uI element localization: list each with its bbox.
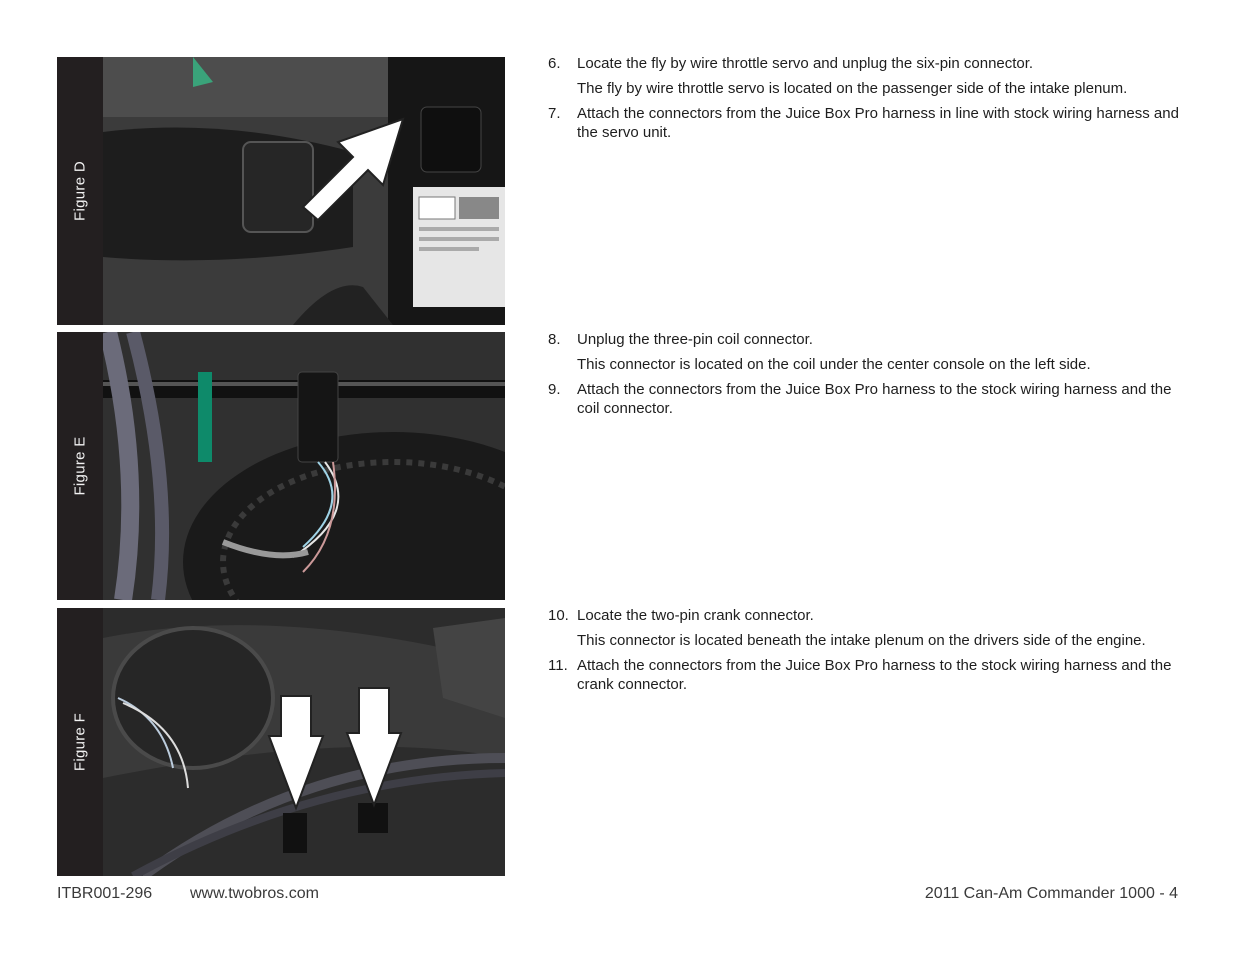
step-text: Attach the connectors from the Juice Box Pro harness to the stock wiring harness and the crank connector.: [577, 657, 1172, 693]
step-7: [548, 104, 1188, 142]
figure-f-tab: [57, 608, 103, 876]
footer-doc-id: ITBR001-296: [57, 885, 153, 902]
step-10: [548, 606, 1188, 625]
step-text: Locate the fly by wire throttle servo and unplug the six-pin connector.: [577, 55, 1034, 72]
steps-group-2: [548, 330, 1188, 424]
step-text: Unplug the three-pin coil connector.: [577, 331, 813, 348]
figure-d-photo: [103, 57, 505, 325]
figure-e-tab: [57, 332, 103, 600]
step-11: [548, 656, 1188, 694]
step-note: This connector is located beneath the intake plenum on the drivers side of the engine.: [577, 632, 1146, 649]
step-9: [548, 380, 1188, 418]
figure-e-photo: [103, 332, 505, 600]
steps-group-1: [548, 54, 1188, 148]
step-text: Attach the connectors from the Juice Box Pro harness to the stock wiring harness and the coil connector.: [577, 381, 1172, 417]
step-text: Attach the connectors from the Juice Box Pro harness in line with stock wiring harness and the servo unit.: [577, 105, 1179, 141]
step-note: This connector is located on the coil under the center console on the left side.: [577, 356, 1091, 373]
step-8: [548, 330, 1188, 349]
figure-f-label: Figure F: [71, 712, 89, 772]
step-number: 10.: [548, 607, 569, 624]
figure-f-photo: [103, 608, 505, 876]
step-number: 7.: [548, 105, 561, 122]
step-6: [548, 54, 1188, 73]
footer-website[interactable]: www.twobros.com: [190, 885, 319, 902]
step-number: 6.: [548, 55, 561, 72]
figure-e-label: Figure E: [71, 436, 89, 496]
figure-d-tab: [57, 57, 103, 325]
footer-title-page: 2011 Can-Am Commander 1000 - 4: [924, 885, 1178, 902]
steps-group-3: [548, 606, 1188, 700]
step-text: Locate the two-pin crank connector.: [577, 607, 814, 624]
step-number: 11.: [548, 657, 568, 674]
step-number: 8.: [548, 331, 561, 348]
step-note: The fly by wire throttle servo is located on the passenger side of the intake plenum.: [577, 80, 1128, 97]
figure-d-label: Figure D: [71, 161, 89, 221]
step-number: 9.: [548, 381, 561, 398]
